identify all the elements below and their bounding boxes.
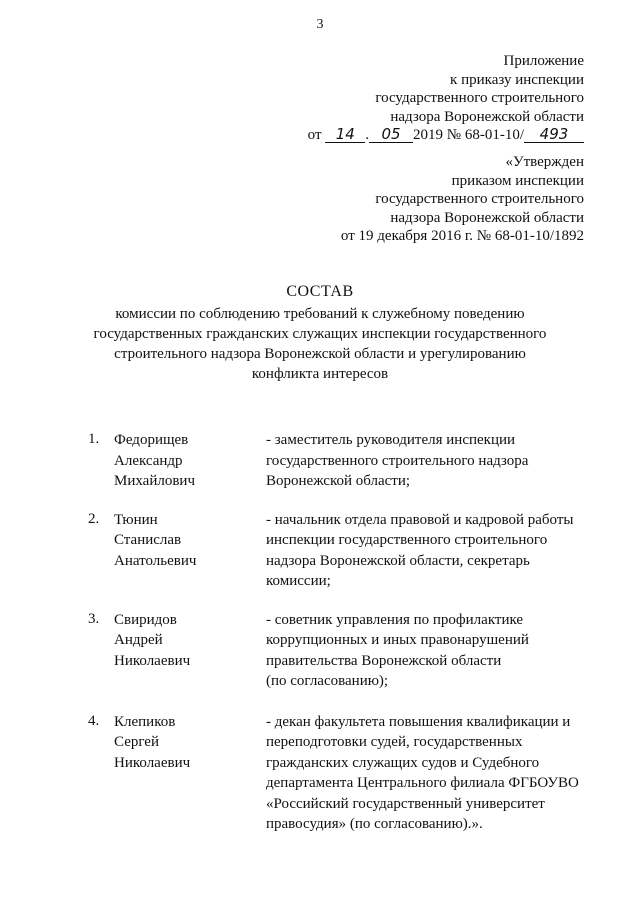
role-line: - начальник отдела правовой и кадровой работы <box>266 511 574 528</box>
handwritten-month: 05 <box>369 126 413 143</box>
member-role <box>266 712 600 835</box>
member-first-name: Сергей <box>114 734 159 750</box>
member-number: 1. <box>88 431 100 447</box>
role-line: Воронежской области; <box>266 473 411 489</box>
member-name <box>114 510 266 592</box>
members-list <box>88 430 600 835</box>
handwritten-day: 14 <box>325 126 365 143</box>
handwritten-order-number: 493 <box>524 126 584 143</box>
role-line: инспекции государственного строительного <box>266 532 548 548</box>
member-first-name: Александр <box>114 452 183 469</box>
approved-line: государственного строительного <box>375 191 584 207</box>
role-line: - декан факультета повышения квалификации и <box>266 713 571 730</box>
approved-line: «Утвержден <box>505 154 584 170</box>
role-line: комиссии; <box>266 573 331 589</box>
heading-line: комиссии по соблюдению требований к служебному поведению <box>115 305 525 322</box>
appendix-line: надзора Воронежской области <box>390 108 584 125</box>
document-title: СОСТАВ <box>286 283 354 300</box>
document-heading <box>60 283 580 384</box>
role-line: коррупционных и иных правонарушений <box>266 632 529 648</box>
heading-line: государственных гражданских служащих инспекции государственного <box>93 325 547 342</box>
approved-line: приказом инспекции <box>451 172 584 189</box>
member-item <box>88 510 600 592</box>
member-first-name: Андрей <box>114 632 163 648</box>
member-item <box>88 610 600 692</box>
role-line: «Российский государственный университет <box>266 795 545 812</box>
role-line: (по согласованию); <box>266 673 389 689</box>
member-name <box>114 610 266 692</box>
member-patronymic: Николаевич <box>114 754 191 771</box>
role-line: департамента Центрального филиала ФГБОУВО <box>266 775 579 791</box>
role-line: правительства Воронежской области <box>266 652 502 669</box>
member-role <box>266 430 600 492</box>
member-role <box>266 510 600 592</box>
date-prefix: от <box>307 127 322 143</box>
approved-block <box>341 153 584 246</box>
appendix-line: к приказу инспекции <box>450 71 584 88</box>
role-line: переподготовки судей, государственных <box>266 734 523 750</box>
member-surname: Тюнин <box>114 511 158 528</box>
member-item <box>88 712 600 835</box>
approved-line: от 19 декабря 2016 г. № 68-01-10/1892 <box>340 228 584 244</box>
member-name <box>114 712 266 835</box>
appendix-line: Приложение <box>503 53 584 69</box>
member-first-name: Станислав <box>114 532 182 548</box>
appendix-date-line: от 14 . 05 2019 № 68-01-10/ 493 <box>308 126 584 145</box>
member-surname: Клепиков <box>114 713 176 730</box>
role-line: - заместитель руководителя инспекции <box>266 432 516 448</box>
member-number: 4. <box>88 712 100 729</box>
heading-line: строительного надзора Воронежской области и урегулированию <box>114 345 526 362</box>
page-number: 3 <box>316 17 324 32</box>
date-year-and-number: 2019 № 68-01-10/ <box>413 127 524 143</box>
role-line: гражданских служащих судов и Судебного <box>266 754 540 771</box>
role-line: правосудия» (по согласованию).». <box>266 816 483 832</box>
appendix-line: государственного строительного <box>375 90 584 106</box>
member-patronymic: Николаевич <box>114 652 191 669</box>
appendix-block <box>308 52 584 145</box>
member-number: 2. <box>88 510 100 527</box>
member-role <box>266 610 600 692</box>
member-item <box>88 430 600 492</box>
member-surname: Свиридов <box>114 611 177 628</box>
member-name <box>114 430 266 492</box>
member-surname: Федорищев <box>114 432 189 448</box>
role-line: надзора Воронежской области, секретарь <box>266 552 530 569</box>
member-patronymic: Михайлович <box>114 473 195 489</box>
approved-line: надзора Воронежской области <box>390 209 584 226</box>
member-number: 3. <box>88 610 100 627</box>
role-line: государственного строительного надзора <box>266 452 529 469</box>
role-line: - советник управления по профилактике <box>266 611 524 628</box>
member-patronymic: Анатольевич <box>114 552 197 569</box>
heading-line: конфликта интересов <box>251 365 389 382</box>
